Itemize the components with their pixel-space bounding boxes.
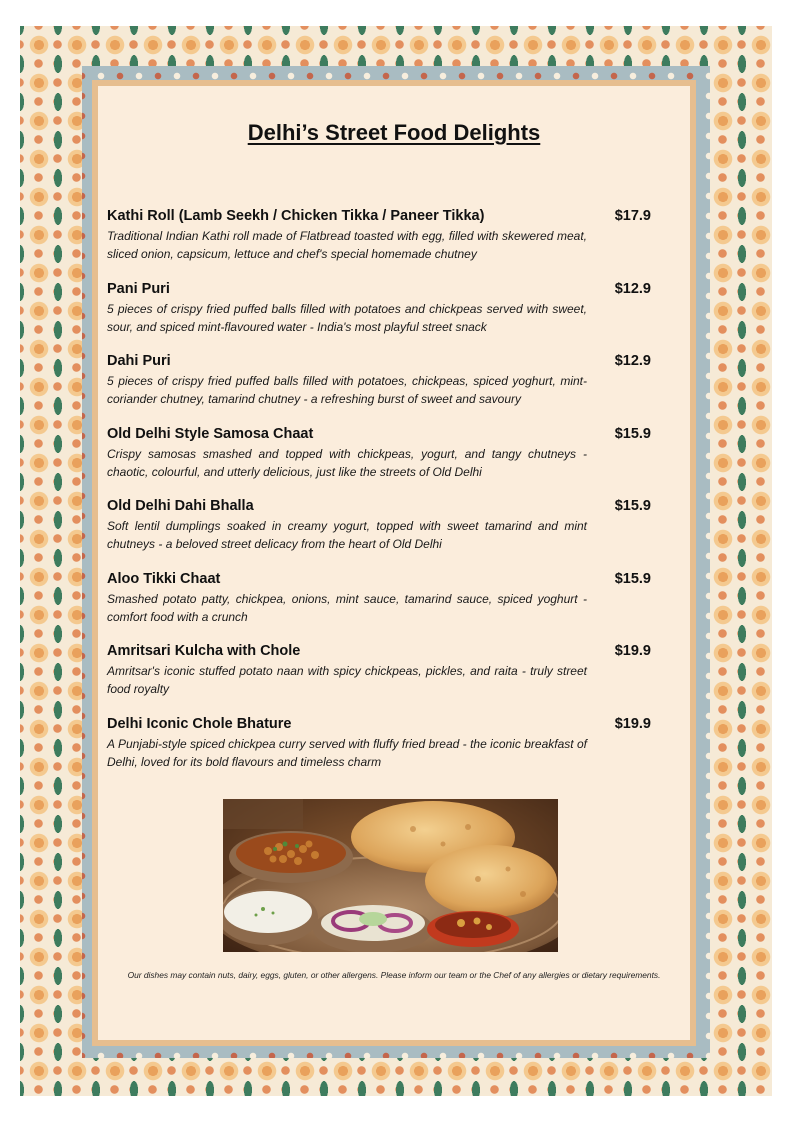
item-price: $15.9	[614, 571, 651, 587]
item-name: Delhi Iconic Chole Bhature	[107, 716, 292, 732]
menu-page	[98, 86, 690, 1040]
item-name: Aloo Tikki Chaat	[107, 571, 221, 587]
item-description: 5 pieces of crispy fried puffed balls filled with potatoes and chickpeas served with sweet, sour, and spiced mint-flavoured water - India's most playful street snack	[107, 302, 587, 334]
item-price: $12.9	[614, 353, 651, 369]
item-price: $19.9	[614, 716, 651, 732]
menu-item	[107, 280, 677, 336]
food-photo	[223, 799, 558, 952]
menu-item	[107, 207, 677, 263]
item-price: $19.9	[614, 643, 651, 659]
menu-item	[107, 352, 677, 408]
item-description: Soft lentil dumplings soaked in creamy yogurt, topped with sweet tamarind and mint chutneys - a beloved street delicacy from the heart of Old Delhi	[107, 519, 587, 551]
item-description: Smashed potato patty, chickpea, onions, mint sauce, tamarind sauce, spiced yoghurt - comfort food with a crunch	[107, 592, 587, 624]
item-name: Dahi Puri	[107, 353, 171, 369]
item-name: Amritsari Kulcha with Chole	[107, 643, 301, 659]
item-price: $12.9	[614, 281, 651, 297]
allergen-note: Our dishes may contain nuts, dairy, eggs, gluten, or other allergens. Please inform our team or the Chef of any allergies or dietary requirements.	[127, 970, 661, 980]
menu-item	[107, 425, 677, 481]
item-description: 5 pieces of crispy fried puffed balls filled with potatoes, chickpeas, spiced yoghurt, mint-coriander chutney, tamarind chutney - a refreshing burst of sweet and savoury	[107, 374, 587, 406]
item-name: Old Delhi Dahi Bhalla	[107, 498, 254, 514]
menu-item	[107, 570, 677, 626]
item-description: Traditional Indian Kathi roll made of Flatbread toasted with egg, filled with skewered meat, sliced onion, capsicum, lettuce and chef's special homemade chutney	[107, 229, 587, 261]
menu-item	[107, 715, 677, 771]
item-description: Crispy samosas smashed and topped with chickpeas, yogurt, and tangy chutneys - chaotic, colourful, and utterly delicious, just like the streets of Old Delhi	[107, 447, 587, 479]
item-name: Pani Puri	[107, 281, 170, 297]
item-price: $15.9	[614, 426, 651, 442]
item-price: $15.9	[614, 498, 651, 514]
item-description: Amritsar's iconic stuffed potato naan with spicy chickpeas, pickles, and raita - truly street food royalty	[107, 664, 587, 696]
item-price: $17.9	[614, 208, 651, 224]
item-name: Kathi Roll (Lamb Seekh / Chicken Tikka / Paneer Tikka)	[107, 208, 485, 224]
item-name: Old Delhi Style Samosa Chaat	[107, 426, 314, 442]
menu-item	[107, 497, 677, 553]
menu-item	[107, 642, 677, 698]
menu-title: Delhi’s Street Food Delights	[247, 120, 541, 145]
item-description: A Punjabi-style spiced chickpea curry served with fluffy fried bread - the iconic breakfast of Delhi, loved for its bold flavours and timeless charm	[107, 737, 587, 769]
